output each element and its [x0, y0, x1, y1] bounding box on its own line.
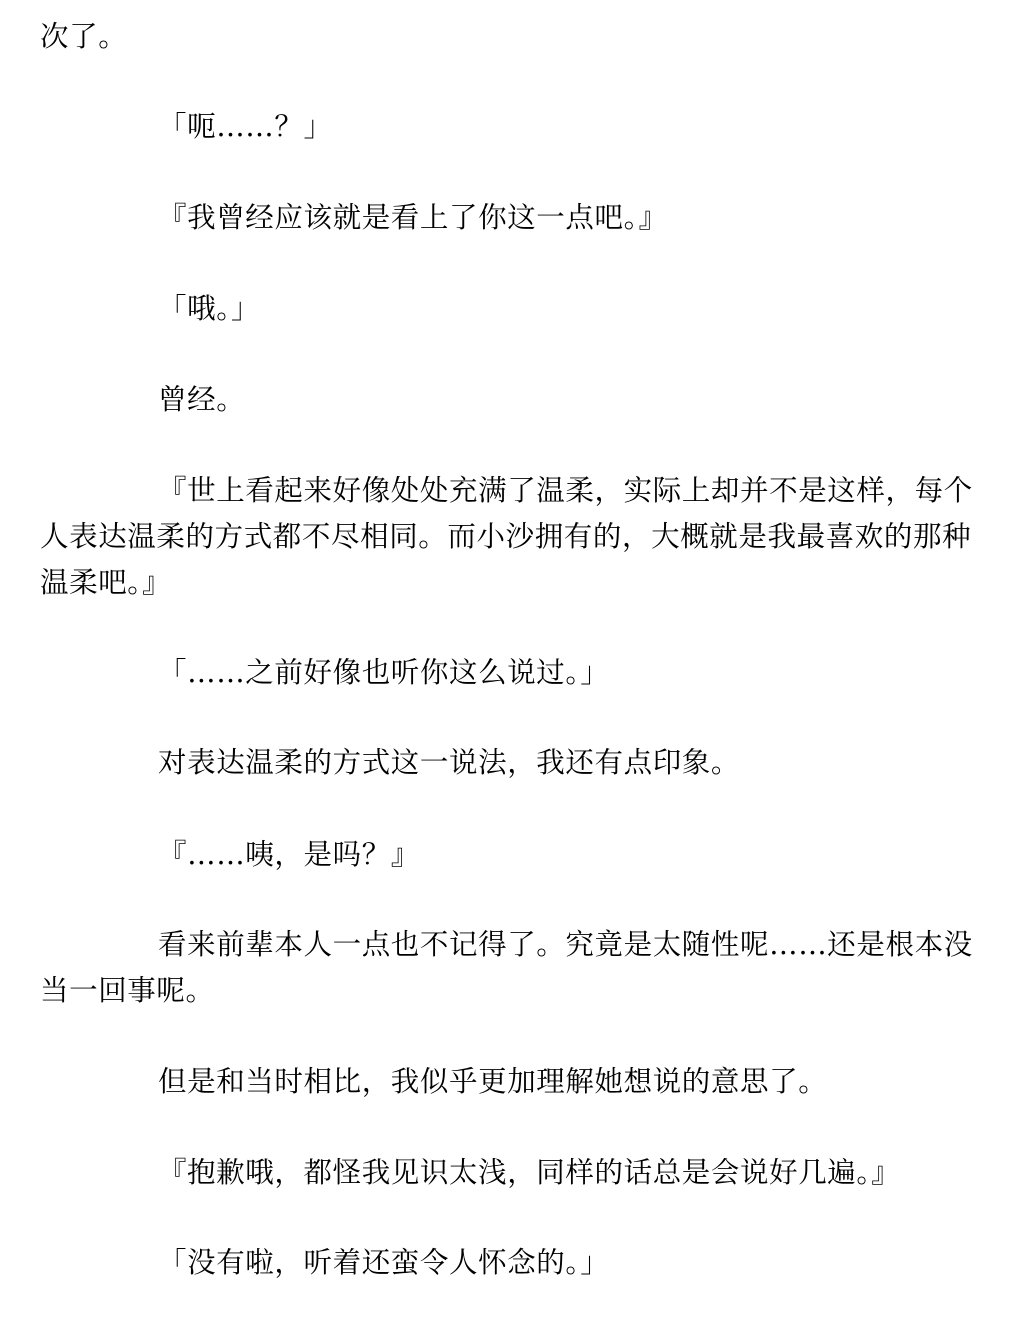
paragraph-dialogue: 『……咦，是吗？』	[158, 838, 420, 871]
paragraph-dialogue: 「……之前好像也听你这么说过。」	[158, 656, 610, 689]
paragraph-continuation: 次了。	[40, 20, 128, 53]
paragraph-narration: 但是和当时相比，我似乎更加理解她想说的意思了。	[158, 1065, 828, 1098]
paragraph-dialogue: 「呃……？」	[158, 110, 333, 143]
paragraph-dialogue: 「哦。」	[158, 292, 261, 325]
paragraph-narration: 对表达温柔的方式这一说法，我还有点印象。	[158, 746, 741, 779]
paragraph-narration: 看来前辈本人一点也不记得了。究竟是太随性呢……还是根本没当一回事呢。	[40, 928, 973, 1007]
paragraph-dialogue: 『抱歉哦，都怪我见识太浅，同样的话总是会说好几遍。』	[158, 1156, 901, 1189]
paragraph-narration: 曾经。	[158, 383, 246, 416]
paragraph-dialogue: 「没有啦，听着还蛮令人怀念的。」	[158, 1246, 610, 1279]
paragraph-dialogue: 『我曾经应该就是看上了你这一点吧。』	[158, 201, 668, 234]
paragraph-dialogue: 『世上看起来好像处处充满了温柔，实际上却并不是这样，每个人表达温柔的方式都不尽相同。而小沙拥有的，大概就是我最喜欢的那种温柔吧。』	[40, 474, 973, 599]
